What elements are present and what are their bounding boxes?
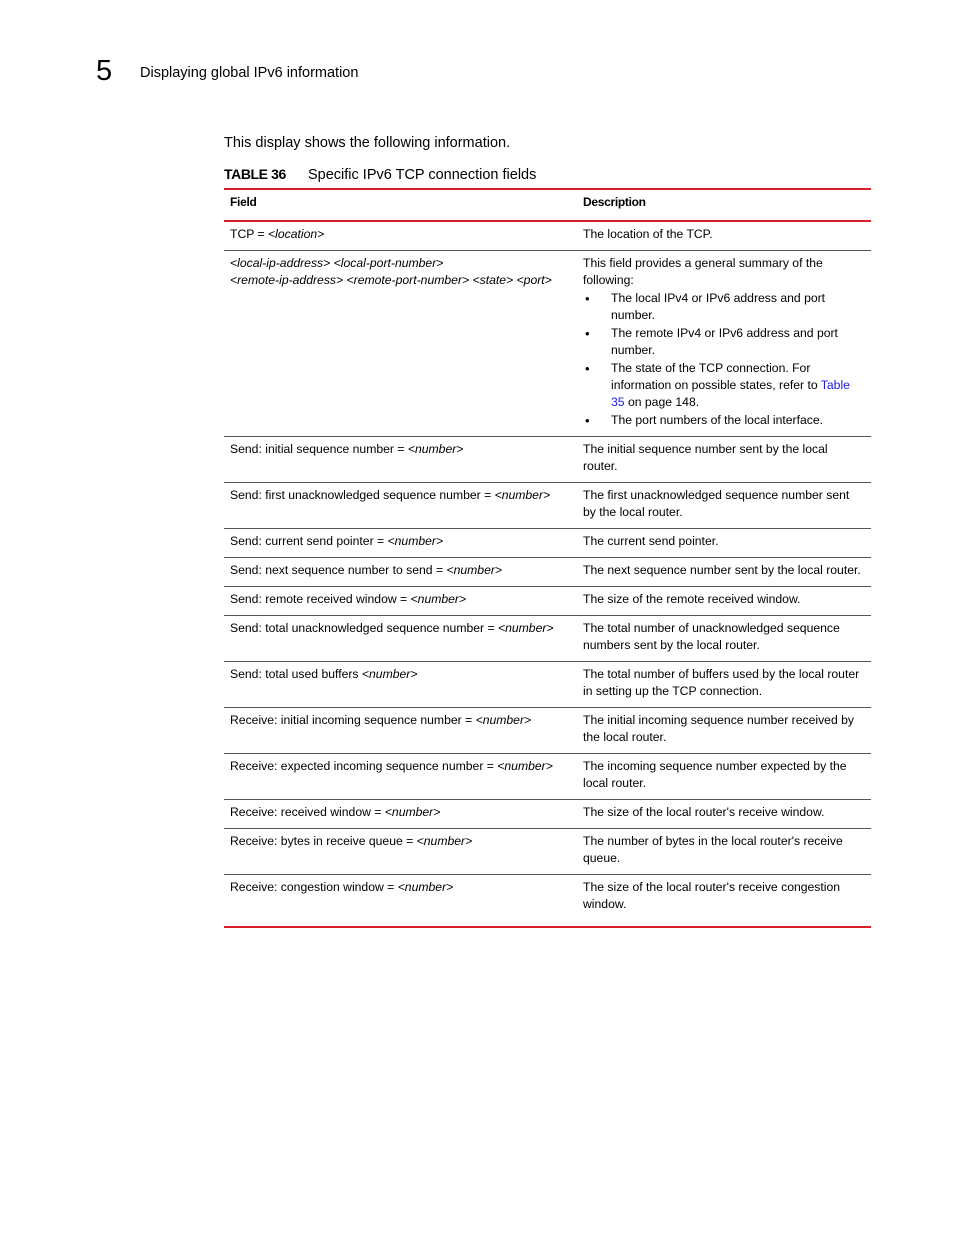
table-caption [224,166,871,183]
field-cell: Send: total used buffers <number> [224,662,577,708]
field-cell: Send: current send pointer = <number> [224,529,577,558]
description-cell: The total number of unacknowledged sequence numbers sent by the local router. [577,616,871,662]
list-item: • The local IPv4 or IPv6 address and port number. [585,291,826,322]
table-row-summary [224,251,871,437]
table-row [224,875,871,928]
field-cell: Receive: initial incoming sequence number = <number> [224,708,577,754]
field-cell: <local-ip-address> <local-port-number> <remote-ip-address> <remote-port-number> <state> <port> [224,251,577,437]
description-cell: The first unacknowledged sequence number sent by the local router. [577,483,871,529]
description-cell: The number of bytes in the local router's receive queue. [577,829,871,875]
table-row [224,483,871,529]
table-row [224,437,871,483]
table-row [224,829,871,875]
description-cell: The total number of buffers used by the local router in setting up the TCP connection. [577,662,871,708]
column-header-field: Field [224,189,577,221]
fields-table [224,188,871,928]
description-cell: The size of the local router's receive congestion window. [583,880,841,911]
field-cell: Send: remote received window = <number> [224,587,577,616]
table-row [224,662,871,708]
running-header-title: Displaying global IPv6 information [140,65,359,81]
table-row [224,616,871,662]
summary-bullet-list [583,290,865,429]
field-cell: Receive: bytes in receive queue = <number> [224,829,577,875]
description-cell: The incoming sequence number expected by the local router. [577,754,871,800]
chapter-number: 5 [96,55,113,87]
bullet-icon: • [585,326,590,341]
field-cell: Receive: received window = <number> [224,800,577,829]
intro-paragraph: This display shows the following information. [224,135,511,151]
field-cell: Receive: congestion window = <number> [230,880,454,894]
table-row [224,529,871,558]
description-cell: The initial sequence number sent by the local router. [577,437,871,483]
field-cell: Send: total unacknowledged sequence number = <number> [224,616,577,662]
table-row [224,558,871,587]
table-row [224,754,871,800]
table-row [224,587,871,616]
bullet-icon: • [585,291,590,306]
description-cell: The initial incoming sequence number received by the local router. [577,708,871,754]
list-item: • The remote IPv4 or IPv6 address and port number. [585,326,838,357]
bullet-icon: • [585,413,590,428]
column-header-description: Description [577,189,871,221]
table-title: Specific IPv6 TCP connection fields [308,167,537,183]
field-cell: Send: first unacknowledged sequence number = <number> [224,483,577,529]
table-header-row [224,189,871,221]
description-cell: The current send pointer. [577,529,871,558]
summary-intro: This field provides a general summary of the following: [583,256,823,287]
table-35-link[interactable]: Table 35 [611,378,850,409]
table-row [224,800,871,829]
list-item: • The port numbers of the local interface. [585,413,824,428]
description-cell [577,251,871,437]
field-cell: Receive: expected incoming sequence number = <number> [224,754,577,800]
description-cell: The size of the local router's receive window. [577,800,871,829]
table-row [224,708,871,754]
bullet-icon: • [585,361,590,376]
field-cell: Send: initial sequence number = <number> [224,437,577,483]
table-row [224,221,871,251]
description-cell: The location of the TCP. [577,221,871,251]
description-cell: The next sequence number sent by the local router. [577,558,871,587]
description-cell: The size of the remote received window. [577,587,871,616]
field-cell: TCP = <location> [224,221,577,251]
list-item: • The state of the TCP connection. For information on possible states, refer to Table 35 on page 148. [585,361,850,409]
field-cell: Send: next sequence number to send = <number> [224,558,577,587]
table-label: TABLE 36 [224,166,286,182]
